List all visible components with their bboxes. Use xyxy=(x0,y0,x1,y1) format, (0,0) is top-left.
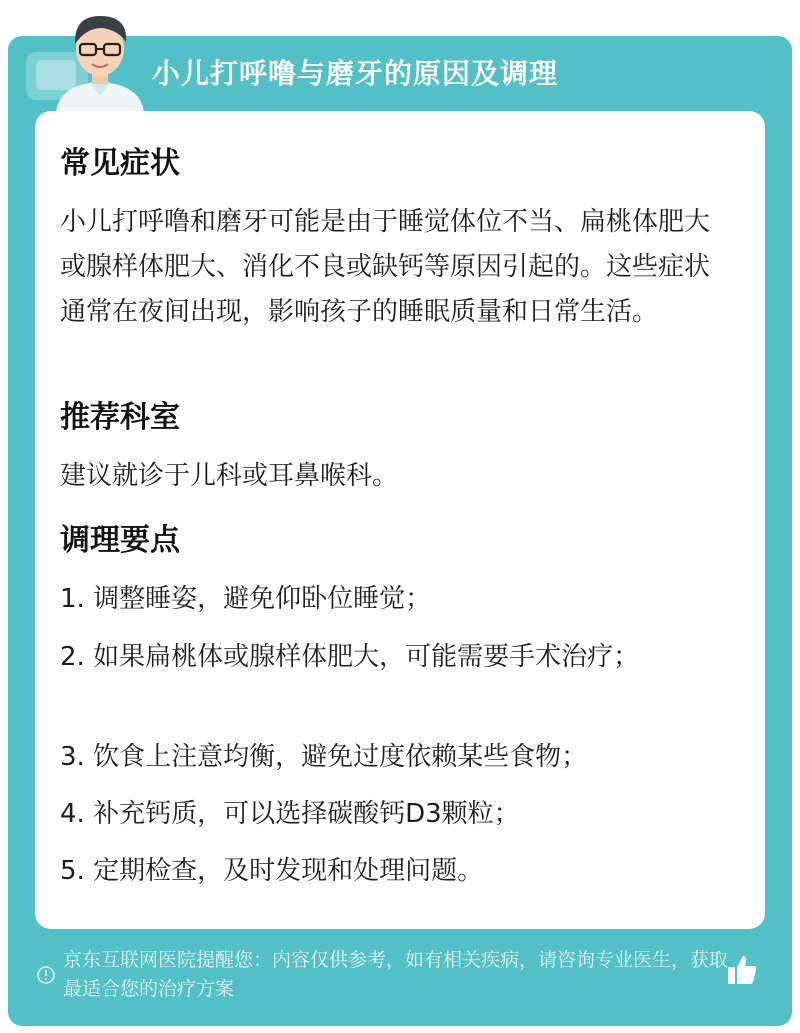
care-item: 4. 补充钙质，可以选择碳酸钙D3颗粒； xyxy=(60,799,520,829)
footer-notice: 京东互联网医院提醒您：内容仅供参考，如有相关疾病，请咨询专业医生，获取最适合您的治疗方案 xyxy=(63,949,729,1000)
care-item: 3. 饮食上注意均衡，避免过度依赖某些食物； xyxy=(60,742,588,772)
thumbs-up-icon[interactable] xyxy=(724,952,760,988)
section-title-symptoms: 常见症状 xyxy=(60,146,180,181)
care-item: 1. 调整睡姿，避免仰卧位睡觉； xyxy=(60,584,432,614)
care-item: 5. 定期检查，及时发现和处理问题。 xyxy=(60,856,484,886)
section-title-care: 调理要点 xyxy=(60,523,180,558)
page-title: 小儿打呼噜与磨牙的原因及调理 xyxy=(152,57,559,90)
section-title-department: 推荐科室 xyxy=(60,400,180,435)
department-text: 建议就诊于儿科或耳鼻喉科。 xyxy=(60,461,399,491)
doctor-avatar xyxy=(46,4,154,112)
info-icon xyxy=(37,966,55,984)
symptoms-text: 小儿打呼噜和磨牙可能是由于睡觉体位不当、扁桃体肥大或腺样体肥大、消化不良或缺钙等原因引起的。这些症状通常在夜间出现，影响孩子的睡眠质量和日常生活。 xyxy=(60,207,711,327)
care-item: 2. 如果扁桃体或腺样体肥大，可能需要手术治疗； xyxy=(60,642,640,672)
